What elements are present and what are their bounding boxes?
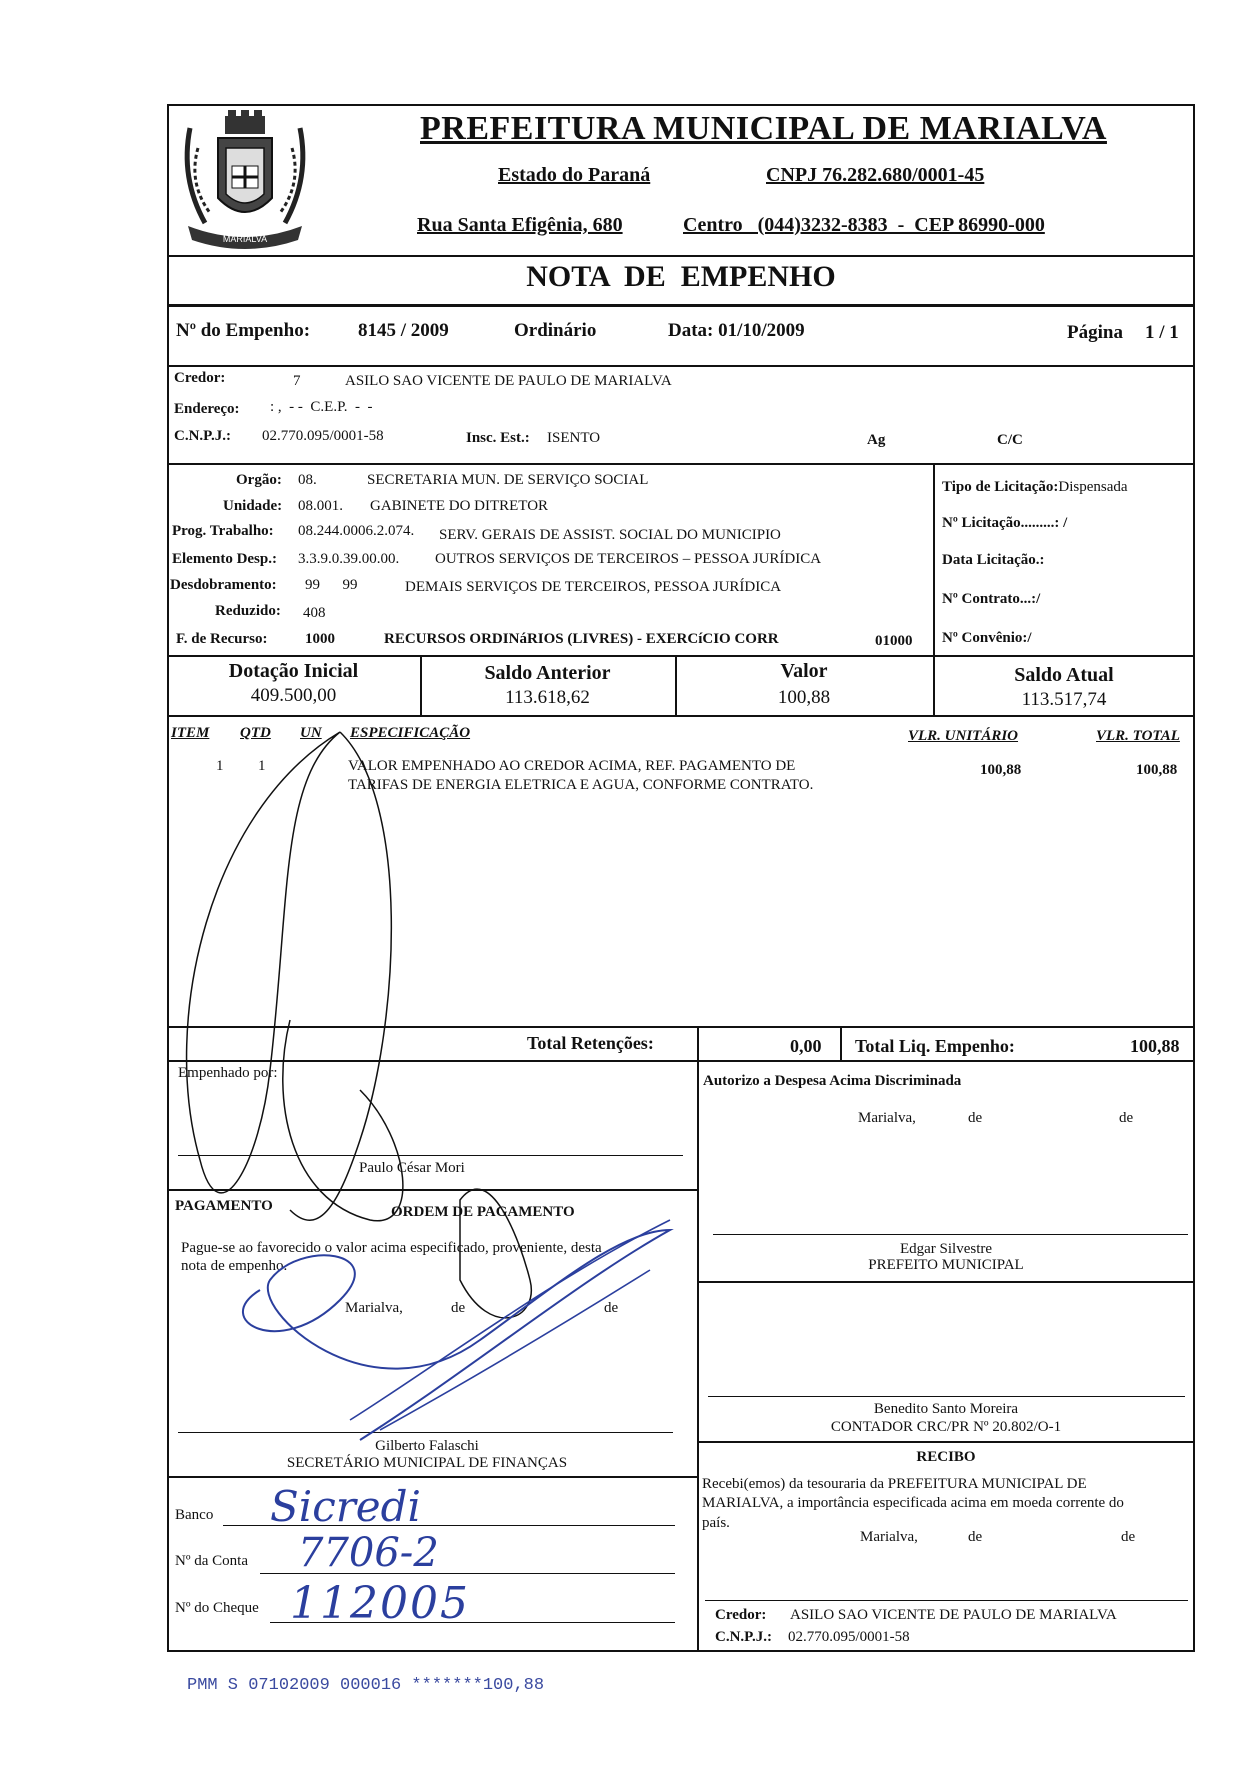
banco-label: Banco: [175, 1507, 214, 1523]
prog-value: SERV. GERAIS DE ASSIST. SOCIAL DO MUNICIPIO: [439, 527, 781, 543]
recibo-text-line1: Recebi(emos) da tesouraria da PREFEITURA MUNICIPAL DE: [702, 1476, 1087, 1492]
elemento-value: OUTROS SERVIÇOS DE TERCEIROS – PESSOA JURÍDICA: [435, 551, 822, 567]
empenho-date: Data: 01/10/2009: [668, 320, 805, 341]
unidade-label: Unidade:: [223, 498, 283, 514]
address-label: Centro (044)3232-8383 - CEP 86990-000: [683, 214, 1045, 236]
footer-stamp-code: PMM S 07102009 000016 *******100,88: [187, 1676, 545, 1695]
dotacao-value: 409.500,00: [250, 685, 337, 706]
licitacao-date: Data Licitação.:: [942, 552, 1045, 568]
svg-text:MARIALVA: MARIALVA: [222, 234, 268, 244]
col-qtd-header: QTD: [240, 725, 271, 741]
secretario-title: SECRETÁRIO MUNICIPAL DE FINANÇAS: [286, 1455, 568, 1471]
recibo-title: RECIBO: [916, 1449, 976, 1465]
orgao-label: Orgão:: [236, 472, 282, 488]
saldo-atual-label: Saldo Atual: [1014, 664, 1114, 686]
liquido-value: 100,88: [1130, 1036, 1180, 1056]
document-title: NOTA DE EMPENHO: [526, 260, 836, 293]
recibo-de2: de: [1121, 1529, 1136, 1545]
tipo-licitacao-value: Dispensada: [1058, 479, 1128, 495]
cheque-label: Nº do Cheque: [175, 1600, 259, 1616]
col-spec-header: ESPECIFICAÇÃO: [350, 725, 471, 741]
valor-label: Valor: [780, 660, 828, 682]
street-label: Rua Santa Efigênia, 680: [417, 214, 623, 236]
empenho-number: 8145 / 2009: [358, 320, 449, 341]
prefeito-title: PREFEITO MUNICIPAL: [868, 1257, 1024, 1273]
recurso-label: F. de Recurso:: [176, 631, 268, 647]
agency-label: Ag: [867, 432, 886, 448]
conta-label: Nº da Conta: [175, 1553, 248, 1569]
insc-label: Insc. Est.:: [466, 430, 530, 446]
recibo-cnpj-label: C.N.P.J.:: [715, 1629, 772, 1645]
recurso-number: 01000: [875, 633, 913, 649]
page-number: 1 / 1: [1145, 322, 1179, 343]
pagamento-label: PAGAMENTO: [175, 1198, 273, 1214]
recibo-de1: de: [968, 1529, 983, 1545]
saldo-anterior-value: 113.618,62: [505, 687, 590, 708]
row-item: 1: [216, 758, 224, 774]
cnpj-label: CNPJ 76.282.680/0001-45: [766, 164, 985, 186]
state-label: Estado do Paraná: [498, 164, 651, 186]
recibo-text-line2: MARIALVA, a importância especificada acima em moeda corrente do: [702, 1495, 1124, 1511]
autorizo-de1: de: [968, 1110, 983, 1126]
autorizo-city: Marialva,: [858, 1110, 916, 1126]
orgao-value: SECRETARIA MUN. DE SERVIÇO SOCIAL: [367, 472, 649, 488]
empenhado-name: Paulo César Mori: [359, 1160, 465, 1176]
credor-label: Credor:: [174, 370, 226, 386]
contador-name: Benedito Santo Moreira: [873, 1401, 1019, 1417]
pagamento-de1: de: [451, 1300, 466, 1316]
reduzido-value: 408: [303, 605, 326, 621]
cheque-handwritten: 112005: [290, 1578, 470, 1629]
ordem-pagamento-label: ORDEM DE PAGAMENTO: [391, 1204, 575, 1220]
page-label: Página: [1067, 322, 1123, 343]
col-un-header: UN: [300, 725, 322, 741]
liquido-label: Total Liq. Empenho:: [855, 1036, 1015, 1056]
recibo-text-line3: país.: [702, 1515, 730, 1531]
insc-value: ISENTO: [547, 430, 601, 446]
prog-label: Prog. Trabalho:: [172, 523, 274, 539]
col-item-header: ITEM: [171, 725, 210, 741]
recibo-city: Marialva,: [860, 1529, 918, 1545]
desdobramento-code: 99 99: [305, 577, 358, 593]
conta-handwritten: 7706-2: [298, 1530, 439, 1576]
col-unit-value-header: VLR. UNITÁRIO: [908, 728, 1019, 744]
credor-cnpj: 02.770.095/0001-58: [262, 428, 384, 444]
account-label: C/C: [997, 432, 1023, 448]
reduzido-label: Reduzido:: [215, 603, 281, 619]
convenio-number: Nº Convênio:/: [942, 630, 1032, 646]
prefeito-name: Edgar Silvestre: [899, 1241, 993, 1257]
empenho-number-label: Nº do Empenho:: [176, 320, 311, 341]
credor-code: 7: [293, 373, 301, 389]
tipo-licitacao-label: Tipo de Licitação:Dispensada: [942, 479, 1128, 495]
row-spec-line1: VALOR EMPENHADO AO CREDOR ACIMA, REF. PAGAMENTO DE: [348, 758, 796, 774]
valor-value: 100,88: [777, 687, 831, 708]
saldo-anterior-label: Saldo Anterior: [484, 662, 611, 684]
recibo-cnpj: 02.770.095/0001-58: [788, 1629, 910, 1645]
retencoes-value: 0,00: [790, 1036, 822, 1056]
pagamento-text-line1: Pague-se ao favorecido o valor acima especificado, proveniente, desta: [181, 1240, 602, 1256]
endereco-label: Endereço:: [174, 401, 240, 417]
desdobramento-value: DEMAIS SERVIÇOS DE TERCEIROS, PESSOA JURÍDICA: [405, 579, 782, 595]
row-total-value: 100,88: [1136, 762, 1178, 778]
unidade-value: GABINETE DO DITRETOR: [370, 498, 549, 514]
contrato-number: Nº Contrato...:/: [942, 591, 1041, 607]
row-spec-line2: TARIFAS DE ENERGIA ELETRICA E AGUA, CONFORME CONTRATO.: [348, 777, 814, 793]
recibo-credor-name: ASILO SAO VICENTE DE PAULO DE MARIALVA: [790, 1607, 1117, 1623]
retencoes-label: Total Retenções:: [527, 1033, 654, 1053]
prog-code: 08.244.0006.2.074.: [298, 523, 415, 539]
credor-cnpj-label: C.N.P.J.:: [174, 428, 231, 444]
unidade-code: 08.001.: [298, 498, 343, 514]
empenho-type: Ordinário: [514, 320, 597, 341]
secretario-name: Gilberto Falaschi: [375, 1438, 479, 1454]
dotacao-label: Dotação Inicial: [228, 660, 359, 682]
col-total-header: VLR. TOTAL: [1096, 728, 1180, 744]
pagamento-de2: de: [604, 1300, 619, 1316]
credor-name: ASILO SAO VICENTE DE PAULO DE MARIALVA: [345, 373, 672, 389]
desdobramento-label: Desdobramento:: [170, 577, 277, 593]
recurso-value: RECURSOS ORDINáRIOS (LIVRES) - EXERCíCIO CORR: [384, 631, 779, 647]
endereco-value: : , - - C.E.P. - -: [270, 399, 373, 415]
recibo-credor-label: Credor:: [715, 1607, 767, 1623]
pagamento-text-line2: nota de empenho.: [181, 1258, 288, 1274]
autorizo-label: Autorizo a Despesa Acima Discriminada: [703, 1073, 962, 1089]
licitacao-number: Nº Licitação.........: /: [942, 515, 1068, 531]
city-hall-title: PREFEITURA MUNICIPAL DE MARIALVA: [420, 110, 1107, 147]
elemento-label: Elemento Desp.:: [172, 551, 277, 567]
row-unit-value: 100,88: [980, 762, 1022, 778]
saldo-atual-value: 113.517,74: [1021, 689, 1107, 710]
recurso-code: 1000: [305, 631, 335, 647]
orgao-code: 08.: [298, 472, 317, 488]
elemento-code: 3.3.9.0.39.00.00.: [298, 551, 400, 567]
contador-title: CONTADOR CRC/PR Nº 20.802/O-1: [830, 1419, 1062, 1435]
banco-handwritten: Sicredi: [270, 1482, 421, 1531]
empenhado-label: Empenhado por:: [178, 1065, 278, 1081]
row-qtd: 1: [258, 758, 266, 774]
pagamento-city: Marialva,: [345, 1300, 403, 1316]
autorizo-de2: de: [1119, 1110, 1134, 1126]
